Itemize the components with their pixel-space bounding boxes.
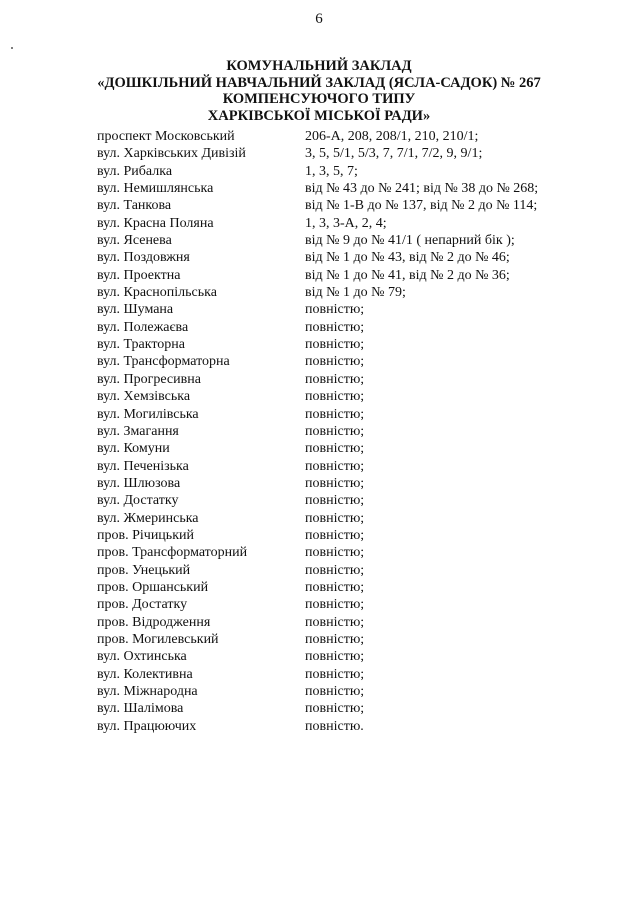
house-numbers: повністю;: [305, 701, 365, 717]
page-number: 6: [315, 11, 323, 27]
street-name: вул. Шалімова: [97, 701, 184, 717]
list-item: [97, 215, 617, 232]
street-name: вул. Трансформаторна: [97, 354, 230, 370]
house-numbers: повністю;: [305, 354, 365, 370]
house-numbers: повністю;: [305, 631, 365, 647]
street-name: вул. Ясенева: [97, 233, 172, 249]
list-item: [97, 562, 617, 579]
list-item: [97, 336, 617, 353]
street-name: вул. Рибалка: [97, 163, 173, 179]
list-item: [97, 596, 617, 613]
street-name: вул. Змагання: [97, 423, 179, 439]
list-item: [97, 145, 617, 162]
list-item: [97, 423, 617, 440]
street-name: вул. Колективна: [97, 666, 193, 682]
street-name: пров. Достатку: [97, 597, 188, 613]
street-name: вул. Печенізька: [97, 458, 189, 474]
house-numbers: повністю;: [305, 302, 365, 318]
house-numbers: від № 1 до № 41, від № 2 до № 36;: [305, 267, 510, 283]
list-item: [97, 614, 617, 631]
street-name: пров. Могилевський: [97, 631, 219, 647]
list-item: [97, 510, 617, 527]
list-item: [97, 631, 617, 648]
street-name: вул. Полежаєва: [97, 319, 189, 335]
street-name: вул. Харківських Дивізій: [97, 146, 246, 162]
street-name: вул. Працюючих: [97, 718, 197, 734]
document-header: [0, 58, 638, 124]
list-item: [97, 301, 617, 318]
list-item: [97, 492, 617, 509]
house-numbers: 1, 3, 5, 7;: [305, 163, 358, 179]
list-item: [97, 232, 617, 249]
list-item: [97, 475, 617, 492]
house-numbers: повністю;: [305, 510, 365, 526]
list-item: [97, 388, 617, 405]
list-item: [97, 371, 617, 388]
house-numbers: повністю;: [305, 406, 365, 422]
street-name: вул. Могилівська: [97, 406, 199, 422]
list-item: [97, 249, 617, 266]
list-item: [97, 718, 617, 735]
house-numbers: від № 1 до № 79;: [305, 285, 406, 301]
street-name: пров. Річицький: [97, 527, 194, 543]
house-numbers: повністю;: [305, 458, 365, 474]
list-item: [97, 527, 617, 544]
list-item: [97, 406, 617, 423]
header-line-institution-kind: КОМПЕНСУЮЧОГО ТИПУ: [222, 91, 416, 107]
list-item: [97, 319, 617, 336]
scan-speck: [11, 47, 13, 49]
street-name: вул. Прогресивна: [97, 371, 201, 387]
house-numbers: від № 9 до № 41/1 ( непарний бік );: [305, 233, 515, 249]
list-item: [97, 163, 617, 180]
list-item: [97, 666, 617, 683]
list-item: [97, 267, 617, 284]
house-numbers: 3, 5, 5/1, 5/3, 7, 7/1, 7/2, 9, 9/1;: [305, 146, 483, 162]
street-name: вул. Хемзівська: [97, 389, 191, 405]
street-name: проспект Московський: [97, 129, 235, 144]
street-name: вул. Шлюзова: [97, 475, 181, 491]
street-name: вул. Комуни: [97, 441, 170, 457]
house-numbers: повністю;: [305, 475, 365, 491]
street-name: пров. Унецький: [97, 562, 191, 578]
house-numbers: повністю;: [305, 562, 365, 578]
house-numbers: повністю;: [305, 337, 365, 353]
house-numbers: від № 1-В до № 137, від № 2 до № 114;: [305, 198, 538, 214]
list-item: [97, 128, 617, 145]
street-name: вул. Красна Поляна: [97, 215, 214, 231]
house-numbers: 206-А, 208, 208/1, 210, 210/1;: [305, 129, 479, 144]
street-name: вул. Міжнародна: [97, 684, 198, 699]
street-name: вул. Охтинська: [97, 649, 187, 665]
list-item: [97, 458, 617, 475]
street-name: вул. Краснопільська: [97, 285, 217, 301]
house-numbers: 1, 3, 3-А, 2, 4;: [305, 215, 387, 231]
header-line-institution-type: КОМУНАЛЬНИЙ ЗАКЛАД: [226, 58, 412, 74]
house-numbers: від № 1 до № 43, від № 2 до № 46;: [305, 250, 510, 266]
header-line-city-council: ХАРКІВСЬКОЇ МІСЬКОЇ РАДИ»: [207, 107, 431, 124]
house-numbers: повністю;: [305, 441, 365, 457]
street-name: вул. Шумана: [97, 302, 174, 318]
street-name: пров. Оршанський: [97, 579, 209, 595]
house-numbers: повністю;: [305, 527, 365, 543]
house-numbers: повністю;: [305, 649, 365, 665]
house-numbers: повністю;: [305, 319, 365, 335]
header-line-institution-name: «ДОШКІЛЬНИЙ НАВЧАЛЬНИЙ ЗАКЛАД (ЯСЛА-САДОК) № 267: [97, 74, 541, 91]
street-name: вул. Поздовжня: [97, 250, 190, 266]
list-item: [97, 544, 617, 561]
street-name: вул. Немишлянська: [97, 181, 214, 197]
list-item: [97, 579, 617, 596]
house-numbers: повністю;: [305, 666, 365, 682]
street-name: вул. Достатку: [97, 493, 179, 509]
house-numbers: повністю.: [305, 718, 364, 734]
street-name: вул. Тракторна: [97, 337, 185, 353]
house-numbers: повністю;: [305, 614, 365, 630]
street-name: вул. Проектна: [97, 267, 181, 283]
list-item: [97, 180, 617, 197]
list-item: [97, 700, 617, 717]
list-item: [97, 284, 617, 301]
house-numbers: повністю;: [305, 684, 365, 699]
list-item: [97, 197, 617, 214]
house-numbers: повністю;: [305, 579, 365, 595]
street-name: вул. Жмеринська: [97, 510, 199, 526]
list-item: [97, 440, 617, 457]
house-numbers: повністю;: [305, 545, 365, 561]
house-numbers: повністю;: [305, 389, 365, 405]
street-name: пров. Відродження: [97, 614, 211, 630]
street-list: [97, 128, 617, 735]
list-item: [97, 648, 617, 665]
street-name: пров. Трансформаторний: [97, 545, 248, 561]
house-numbers: повністю;: [305, 493, 365, 509]
house-numbers: повністю;: [305, 597, 365, 613]
house-numbers: повністю;: [305, 371, 365, 387]
street-name: вул. Танкова: [97, 198, 172, 214]
house-numbers: повністю;: [305, 423, 365, 439]
list-item: [97, 683, 617, 700]
list-item: [97, 353, 617, 370]
house-numbers: від № 43 до № 241; від № 38 до № 268;: [305, 181, 539, 197]
